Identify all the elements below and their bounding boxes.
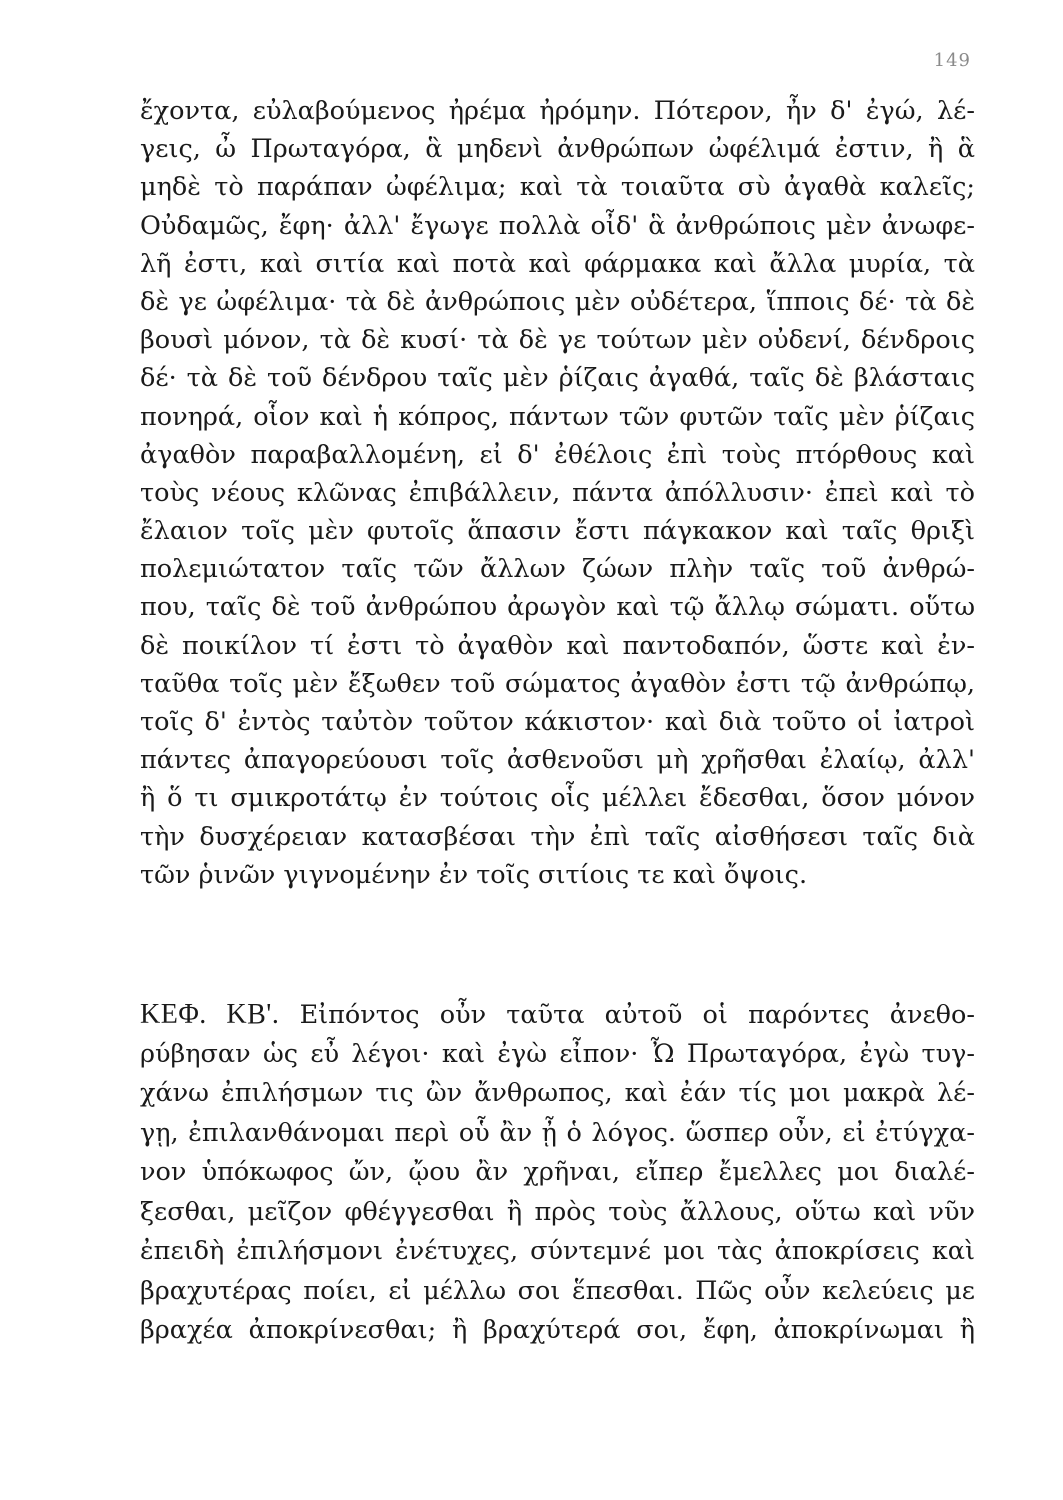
- text-line-last: τῶν ῥινῶν γιγνομένην ἐν τοῖς σιτίοις τε καὶ ὄψοις.: [140, 859, 808, 890]
- text-line: τοῖς δ' ἐντὸς ταὐτὸν τοῦτον κάκιστον· καὶ διὰ τοῦτο οἱ ἰατροὶ: [140, 707, 975, 737]
- paragraph-2: [140, 995, 975, 1351]
- text-line: δὲ γε ὠφέλιμα· τὰ δὲ ἀνθρώποις μὲν οὐδέτερα, ἵπποις δέ· τὰ δὲ: [140, 286, 975, 317]
- text-line: νον ὑπόκωφος ὤν, ᾤου ἂν χρῆναι, εἴπερ ἔμελλες μοι διαλέ-: [140, 1157, 975, 1187]
- text-line: βραχυτέρας ποίει, εἰ μέλλω σοι ἕπεσθαι. Πῶς οὖν κελεύεις με: [140, 1275, 975, 1306]
- text-line: ἔλαιον τοῖς μὲν φυτοῖς ἅπασιν ἔστι πάγκακον καὶ ταῖς θριξὶ: [140, 516, 975, 547]
- text-line: πολεμιώτατον ταῖς τῶν ἄλλων ζώων πλὴν ταῖς τοῦ ἀνθρώ-: [140, 554, 975, 585]
- text-line: ἀγαθὸν παραβαλλομένη, εἰ δ' ἐθέλοις ἐπὶ τοὺς πτόρθους καὶ: [140, 439, 975, 470]
- text-line: γεις, ὦ Πρωταγόρα, ἃ μηδενὶ ἀνθρώπων ὠφέλιμά ἐστιν, ἢ ἃ: [140, 134, 975, 165]
- text-line: τοὺς νέους κλῶνας ἐπιβάλλειν, πάντα ἀπόλλυσιν· ἐπεὶ καὶ τὸ: [140, 477, 975, 508]
- text-line: δέ· τὰ δὲ τοῦ δένδρου ταῖς μὲν ῥίζαις ἀγαθά, ταῖς δὲ βλάσταις: [140, 363, 975, 394]
- text-line: ἢ ὅ τι σμικροτάτῳ ἐν τούτοις οἷς μέλλει ἔδεσθαι, ὅσον μόνον: [140, 783, 975, 814]
- text-line: βουσὶ μόνον, τὰ δὲ κυσί· τὰ δὲ γε τούτων μὲν οὐδενί, δένδροις: [140, 325, 975, 356]
- text-line: πονηρά, οἷον καὶ ἡ κόπρος, πάντων τῶν φυτῶν ταῖς μὲν ῥίζαις: [140, 401, 975, 432]
- text-line: τὴν δυσχέρειαν κατασβέσαι τὴν ἐπὶ ταῖς αἰσθήσεσι ταῖς διὰ: [140, 821, 975, 852]
- text-line: που, ταῖς δὲ τοῦ ἀνθρώπου ἀρωγὸν καὶ τῷ ἄλλῳ σώματι. οὕτω: [140, 592, 975, 623]
- chapter-opening-line: [140, 995, 975, 1035]
- text-line: ταῦθα τοῖς μὲν ἔξωθεν τοῦ σώματος ἀγαθὸν ἐστι τῷ ἀνθρώπῳ,: [140, 668, 975, 699]
- chapter-first-line-text: Εἰπόντος οὖν ταῦτα αὐτοῦ οἱ παρόντες ἀνεθο-: [299, 1000, 975, 1030]
- text-line: βραχέα ἀποκρίνεσθαι; ἢ βραχύτερά σοι, ἔφη, ἀποκρίνωμαι ἢ: [140, 1315, 975, 1345]
- text-line: ξεσθαι, μεῖζον φθέγγεσθαι ἢ πρὸς τοὺς ἄλλους, οὕτω καὶ νῦν: [140, 1196, 975, 1227]
- text-line: γῃ, ἐπιλανθάνομαι περὶ οὗ ἂν ᾖ ὁ λόγος. ὥσπερ οὖν, εἰ ἐτύγχα-: [140, 1117, 975, 1148]
- text-line: ἔχοντα, εὐλαβούμενος ἠρέμα ἠρόμην. Πότερον, ἦν δ' ἐγώ, λέ-: [140, 96, 975, 126]
- text-line: Οὐδαμῶς, ἔφη· ἀλλ' ἔγωγε πολλὰ οἶδ' ἃ ἀνθρώποις μὲν ἀνωφε-: [140, 210, 975, 241]
- text-line: χάνω ἐπιλήσμων τις ὢν ἄνθρωπος, καὶ ἐάν τίς μοι μακρὰ λέ-: [140, 1078, 975, 1108]
- text-line: ρύβησαν ὡς εὖ λέγοι· καὶ ἐγὼ εἶπον· Ὦ Πρωταγόρα, ἐγὼ τυγ-: [140, 1038, 975, 1069]
- chapter-label: ΚΕΦ. ΚΒ'.: [140, 999, 280, 1030]
- text-line: μηδὲ τὸ παράπαν ὠφέλιμα; καὶ τὰ τοιαῦτα σὺ ἀγαθὰ καλεῖς;: [140, 172, 975, 203]
- text-line: πάντες ἀπαγορεύουσι τοῖς ἀσθενοῦσι μὴ χρῆσθαι ἐλαίῳ, ἀλλ': [140, 745, 975, 776]
- text-line: δὲ ποικίλον τί ἐστι τὸ ἀγαθὸν καὶ παντοδαπόν, ὥστε καὶ ἐν-: [140, 630, 975, 661]
- text-line: ἐπειδὴ ἐπιλήσμονι ἐνέτυχες, σύντεμνέ μοι τὰς ἀποκρίσεις καὶ: [140, 1236, 975, 1266]
- page-number: 149: [933, 50, 971, 71]
- paragraph-1: [140, 92, 975, 894]
- text-line: λῆ ἐστι, καὶ σιτία καὶ ποτὰ καὶ φάρμακα καὶ ἄλλα μυρία, τὰ: [140, 248, 975, 279]
